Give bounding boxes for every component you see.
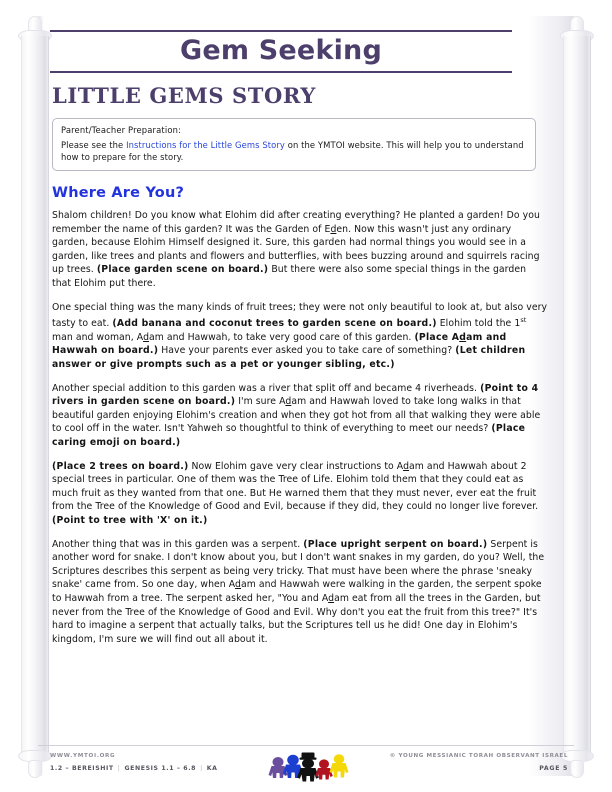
story-heading: Where Are You?	[52, 185, 185, 201]
story-run: Serpent is another word for snake. I don't know about you, but I don't want snakes in my garden, do you? Well, the Scriptures describes this serpent as being very tricky. That must have been where the phrase 'sneaky snake' came from. So one day, when A	[52, 538, 545, 591]
story-run: Another thing that was in this garden was a serpent.	[52, 538, 304, 550]
footer-lesson-number: 1.2 – BEREISHIT	[50, 765, 114, 772]
title-rule-bottom	[50, 71, 512, 73]
parent-teacher-preparation-box	[52, 118, 536, 171]
story-run: st	[520, 316, 527, 325]
story-paragraph	[52, 382, 548, 450]
footer-separator-1: |	[117, 765, 121, 772]
story-paragraph-list	[50, 209, 562, 646]
story-run: am and Hawwah about 2 special trees in particular. One of them was the Tree of Life. Elohim told them that they could eat as much fruit as they wanted from that one. But He warned them that they must never, ever eat the fruit from the Tree of the Knowledge of Good and Evil, because if they did, they could no longer live forever.	[52, 460, 539, 513]
story-run: (Place garden scene on board.)	[96, 264, 269, 276]
story-run: (Place A	[414, 331, 460, 343]
document-content	[50, 16, 562, 776]
story-run: Shalom children! Do you know what Elohim did after creating everything? He planted a garden! Do you remember the name of this garden? It was the Garden of E	[52, 210, 540, 235]
story-run: Now Elohim gave very clear instructions to A	[188, 460, 404, 472]
story-run: (Place 2 trees on board.)	[52, 460, 189, 472]
story-run: (Place upright serpent on board.)	[303, 538, 488, 550]
ymtoi-people-logo-icon	[268, 751, 352, 785]
story-paragraph	[52, 538, 548, 647]
story-run: d	[328, 592, 335, 604]
story-run: d	[285, 396, 292, 408]
story-run: (Add banana and coconut trees to garden scene on board.)	[112, 318, 437, 330]
story-run: I'm sure A	[235, 396, 286, 408]
story-run: am and Hawwah were walking in the garden, the serpent spoke to Hawwah from a tree. The serpent asked her, "You and A	[52, 579, 542, 604]
story-run: d	[459, 331, 467, 343]
footer-website-url[interactable]: WWW.YMTOI.ORG	[50, 753, 116, 759]
story-run: en. Now this wasn't just any ordinary garden, because Elohim Himself designed it. Sure, this garden had normal things you would see in a garden, like trees and plants and flowers and butterflies, with bees buzzing around and squirrels racing up trees.	[52, 223, 540, 276]
footer-left-block	[50, 753, 218, 772]
scroll-rod-right-icon	[560, 8, 594, 784]
story-paragraph	[52, 301, 548, 372]
prep-text-after-link: on the YMTOI website. This will help you to understand how to prepare for the story.	[61, 140, 524, 162]
prep-body	[61, 140, 527, 163]
story-run: man and woman, A	[52, 331, 144, 343]
footer-right-block	[390, 753, 568, 772]
story-paragraph	[52, 209, 548, 291]
story-run: (Let children answer or give prompts such as a pet or younger sibling, etc.)	[52, 345, 526, 371]
footer-copyright: © YOUNG MESSIANIC TORAH OBSERVANT ISRAEL	[389, 753, 568, 759]
story-run: d	[330, 223, 337, 235]
story-run: Have your parents ever asked you to take care of something?	[158, 345, 456, 357]
story-run: (Point to tree with 'X' on it.)	[52, 514, 208, 526]
scroll-shaft-left	[21, 36, 49, 756]
story-run: d	[235, 579, 242, 591]
story-run: But there were also some special things in the garden that Elohim put there.	[52, 264, 527, 289]
story-run: am eat from all the trees in the Garden, but never from the Tree of the Knowledge of Good and Evil. Why don't you eat the fruit from this tree?" It's hard to imagine a serpent that actually talks, but the Scriptures tell us he did! One day in Elohim's kingdom, I'm sure we will find out all about it.	[52, 592, 541, 645]
footer-level-code: KA	[206, 765, 218, 772]
story-run: d	[143, 331, 150, 343]
footer-scripture-reference: GENESIS 1.1 – 6.8	[124, 765, 197, 772]
page-footer	[0, 751, 612, 791]
scroll-shaft-right	[563, 36, 591, 756]
story-run: Another special addition to this garden was a river that split off and became 4 riverheads.	[52, 382, 481, 394]
story-run: One special thing was the many kinds of fruit trees; they were not only beautiful to look at, but also very tasty to eat.	[52, 301, 548, 330]
story-run: am and Hawwah on board.)	[52, 331, 507, 357]
story-run: Elohim told the 1	[436, 318, 521, 330]
story-run: am and Hawwah loved to take long walks in that beautiful garden enjoying Elohim's creation and when they got hot from all that walking they were able to cool off in the water. Isn't Yahweh so thoughtful to think of everything to meet our needs?	[52, 396, 541, 435]
footer-page-number: PAGE 5	[539, 765, 568, 772]
story-paragraph	[52, 460, 548, 528]
prep-text-before-link: Please see the	[61, 140, 127, 150]
story-run: d	[403, 460, 410, 472]
section-title: LITTLE GEMS STORY	[52, 83, 316, 108]
little-gems-instructions-link[interactable]: Instructions for the Little Gems Story	[126, 140, 285, 150]
prep-label: Parent/Teacher Preparation:	[61, 125, 182, 135]
story-run: am and Hawwah, to take very good care of this garden.	[149, 331, 415, 343]
story-run: (Point to 4 rivers in garden scene on board.)	[52, 382, 539, 408]
footer-separator-2: |	[200, 765, 203, 772]
page-title: Gem Seeking	[179, 35, 383, 66]
scroll-rod-left-icon	[18, 8, 52, 784]
story-run: (Place caring emoji on board.)	[52, 423, 526, 448]
footer-lesson-meta	[50, 765, 218, 772]
